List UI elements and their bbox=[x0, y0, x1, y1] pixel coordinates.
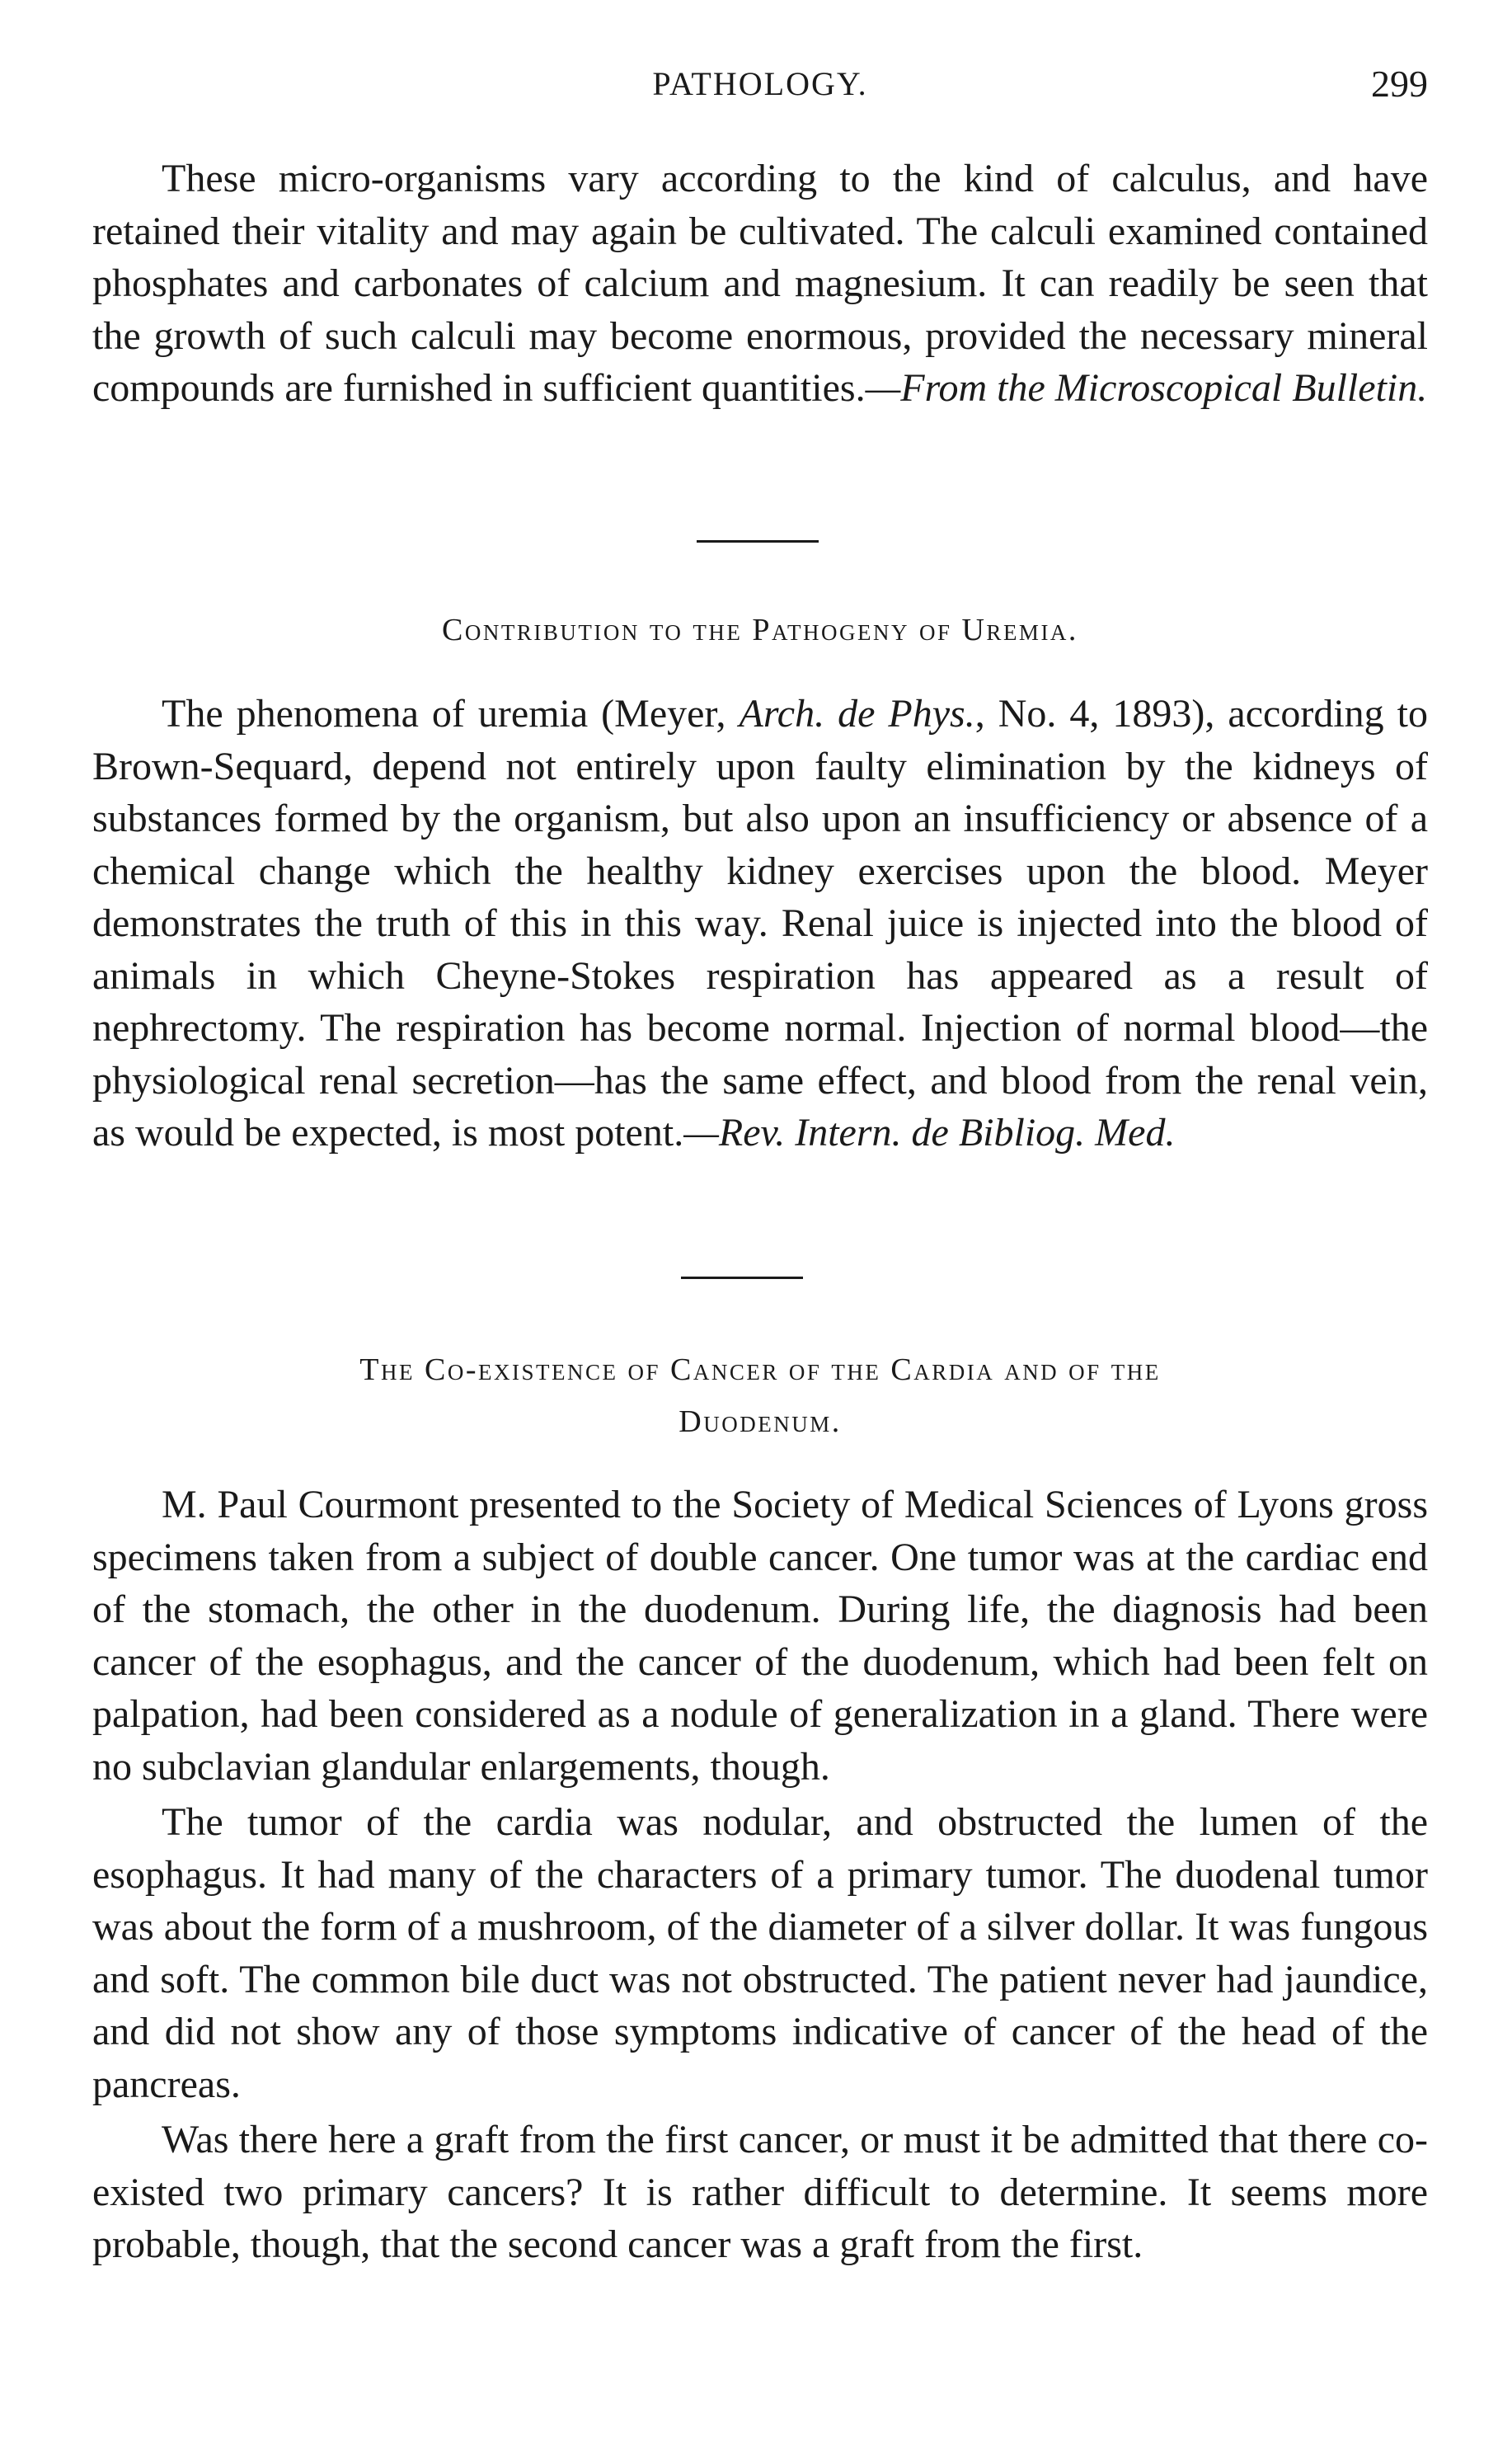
page-number: 299 bbox=[1371, 63, 1428, 105]
uremia-heading: Contribution to the Pathogeny of Uremia. bbox=[442, 613, 1078, 647]
section-divider bbox=[681, 1277, 803, 1279]
uremia-paragraph bbox=[92, 688, 1428, 1159]
uremia-text-start: The phenomena of uremia (Meyer, bbox=[162, 692, 740, 736]
uremia-journal-ref: Arch. de Phys. bbox=[739, 692, 975, 736]
cancer-paragraph-3: Was there here a graft from the first cancer, or must it be admitted that there co-existed two primary cancers? It is rather difficult to determine. It seems more probable, though, that the second cancer was a graft from the first. bbox=[92, 2118, 1428, 2266]
cancer-paragraph-block bbox=[92, 1479, 1428, 2271]
intro-paragraph-block bbox=[92, 153, 1428, 415]
uremia-text-rest: , No. 4, 1893), according to Brown-Sequard, depend not entirely upon faulty elimination by the kidneys of substances formed by the organism, but also upon an insufficiency or absence of a chemical change which the healthy kidney exercises upon the blood. Meyer demonstrates the truth of this in this way. Renal juice is injected into the blood of animals in which Cheyne-Stokes respiration has appeared as a result of nephrectomy. The respiration has become normal. Injection of normal blood—the physiological renal secretion—has the same effect, and blood from the renal vein, as would be expected, is most potent. bbox=[92, 692, 1429, 1155]
section-divider bbox=[697, 540, 819, 543]
cancer-heading bbox=[92, 1344, 1428, 1448]
uremia-citation: —Rev. Intern. de Bibliog. Med. bbox=[683, 1111, 1176, 1155]
intro-citation: —From the Microscopical Bulletin. bbox=[865, 366, 1428, 410]
running-title: PATHOLOGY. bbox=[652, 65, 868, 102]
cancer-paragraph-1: M. Paul Courmont presented to the Society of Medical Sciences of Lyons gross specimens taken from a subject of double cancer. One tumor was at the cardiac end of the stomach, the other in the duodenum. During life, the diagnosis had been cancer of the esophagus, and the cancer of the duodenum, which had been felt on palpation, had been considered as a nodule of generalization in a gland. There were no subclavian glandular enlargements, though. bbox=[92, 1483, 1428, 1789]
intro-text: These micro-organisms vary according to the kind of calculus, and have retained their vitality and may again be cultivated. The calculi examined contained phosphates and carbonates of calcium and magnesium. It can readily be seen that the growth of such calculi may become enormous, provided the necessary mineral compounds are furnished in sufficient quantities. bbox=[92, 157, 1428, 410]
cancer-heading-line-1: The Co-existence of Cancer of the Cardia and of the bbox=[359, 1352, 1161, 1387]
cancer-paragraph-2: The tumor of the cardia was nodular, and obstructed the lumen of the esophagus. It had many of the characters of a primary tumor. The duodenal tumor was about the form of a mushroom, of the diameter of a silver dollar. It was fungous and soft. The common bile duct was not obstructed. The patient never had jaundice, and did not show any of those symptoms indicative of cancer of the head of the pancreas. bbox=[92, 1800, 1428, 2106]
cancer-heading-line-2: Duodenum. bbox=[679, 1404, 842, 1439]
intro-paragraph bbox=[92, 153, 1428, 415]
running-head bbox=[92, 59, 1428, 109]
uremia-paragraph-block bbox=[92, 688, 1428, 1159]
